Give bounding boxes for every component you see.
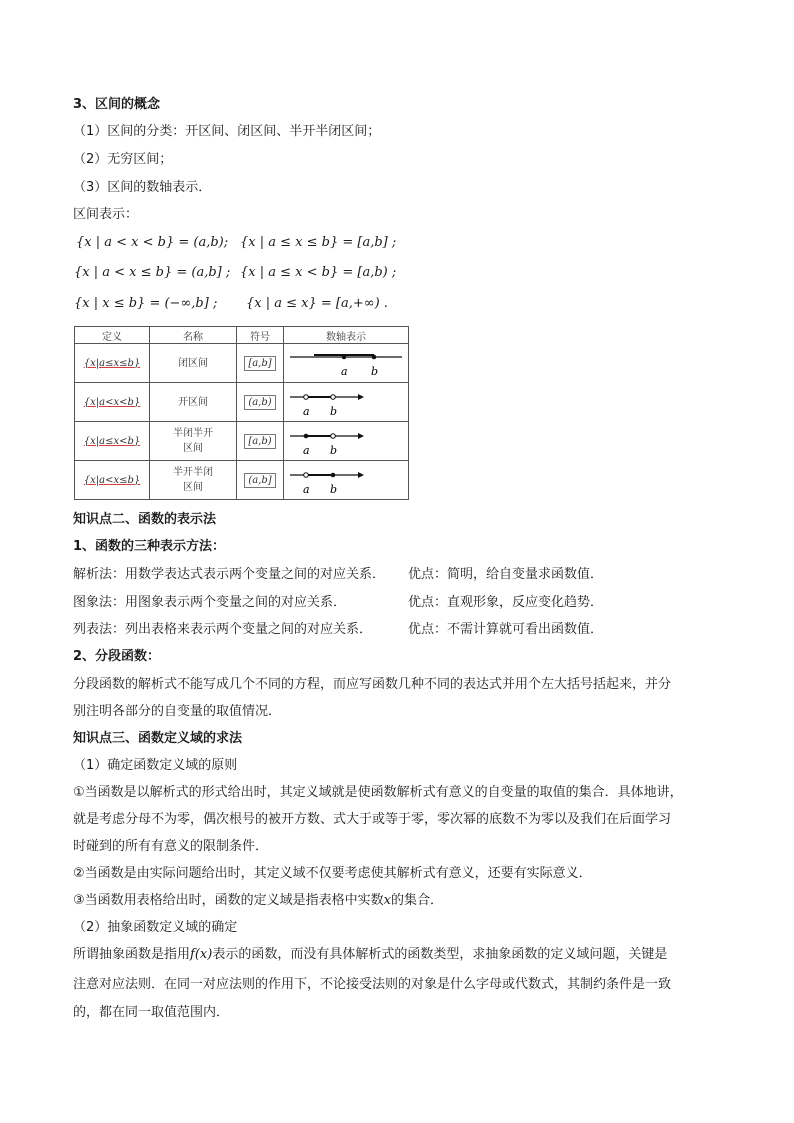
table-row xyxy=(75,383,409,422)
svg-text:a: a xyxy=(341,365,348,378)
method-table: 列表法：列出表格来表示两个变量之间的对应关系． xyxy=(73,622,373,637)
rule3-text-b: 的集合． xyxy=(391,893,444,908)
number-line-closed xyxy=(286,346,406,380)
svg-text:b: b xyxy=(371,365,379,378)
rule1-line-1: ①当函数是以解析式的形式给出时，其定义域就是使函数解析式有意义的自变量的取值的集合．具体地讲， xyxy=(73,785,683,800)
interval-representation-label: 区间表示： xyxy=(73,207,139,222)
endpoint-b xyxy=(331,473,336,478)
svg-text:a: a xyxy=(303,483,310,496)
endpoint-b xyxy=(331,395,336,400)
variable-x: x xyxy=(383,893,391,908)
piecewise-line-1: 分段函数的解析式不能写成几个不同的方程，而应写函数几种不同的表达式并用个左大括号括起来，并分 xyxy=(73,677,672,692)
header-symbol: 符号 xyxy=(237,327,284,344)
method-graph-pro: 优点：直观形象，反应变化趋势． xyxy=(408,595,604,610)
formula-left-open: {x | a < x ≤ b} = (a,b] ; xyxy=(74,265,231,280)
rule3-text-a: ③当函数用表格给出时，函数的定义域是指表格中实数 xyxy=(73,893,384,908)
svg-text:b: b xyxy=(330,405,338,418)
row-definition: {x|a<x<b} xyxy=(75,383,150,422)
svg-text:a: a xyxy=(303,444,310,457)
row-number-line xyxy=(284,383,409,422)
endpoint-a xyxy=(304,395,309,400)
row-symbol: (a,b) xyxy=(237,383,284,422)
row-name: 半开半闭区间 xyxy=(150,461,237,500)
header-definition: 定义 xyxy=(75,327,150,344)
endpoint-a xyxy=(342,355,347,360)
formula-pos-infinity: {x | a ≤ x} = [a,+∞) . xyxy=(246,296,388,311)
method-analytic-pro: 优点：简明，给自变量求函数值． xyxy=(408,567,604,582)
abstract-line-2: 注意对应法则．在同一对应法则的作用下，不论接受法则的对象是什么字母或代数式，其制约条件是一致 xyxy=(73,977,672,992)
section3-item-1: （1）区间的分类：开区间、闭区间、半开半闭区间； xyxy=(73,124,381,139)
method-analytic: 解析法：用数学表达式表示两个变量之间的对应关系． xyxy=(73,567,386,582)
kp3-heading: 知识点三、函数定义域的求法 xyxy=(73,731,243,746)
number-line-half-closed xyxy=(286,424,406,458)
row-definition: {x|a≤x<b} xyxy=(75,422,150,461)
row-definition: {x|a≤x≤b} xyxy=(75,344,150,383)
endpoint-a xyxy=(304,473,309,478)
kp2-heading: 知识点二、函数的表示法 xyxy=(73,512,217,527)
svg-text:b: b xyxy=(330,444,338,457)
rule3 xyxy=(73,892,443,910)
endpoint-b xyxy=(331,434,336,439)
row-name: 开区间 xyxy=(150,383,237,422)
row-symbol: [a,b] xyxy=(237,344,284,383)
kp3-sub2: （2）抽象函数定义域的确定 xyxy=(73,920,238,935)
abstract-text-b: 表示的函数，而没有具体解析式的函数类型，求抽象函数的定义域问题，关键是 xyxy=(212,947,668,962)
table-row xyxy=(75,344,409,383)
svg-text:a: a xyxy=(303,405,310,418)
svg-text:b: b xyxy=(330,483,338,496)
header-name: 名称 xyxy=(150,327,237,344)
function-fx: f(x) xyxy=(190,947,213,962)
formula-closed: {x | a ≤ x ≤ b} = [a,b] ; xyxy=(240,235,397,250)
abstract-text-a: 所谓抽象函数是指用 xyxy=(73,947,191,962)
row-number-line xyxy=(284,461,409,500)
kp3-sub1: （1）确定函数定义域的原则 xyxy=(73,758,238,773)
row-number-line xyxy=(284,344,409,383)
section3-heading: 3、区间的概念 xyxy=(73,97,161,112)
method-graph: 图象法：用图象表示两个变量之间的对应关系． xyxy=(73,595,347,610)
kp2-sub1: 1、函数的三种表示方法： xyxy=(73,539,226,554)
header-number-line: 数轴表示 xyxy=(284,327,409,344)
piecewise-line-2: 别注明各部分的自变量的取值情况． xyxy=(73,704,282,719)
table-row xyxy=(75,461,409,500)
row-symbol: (a,b] xyxy=(237,461,284,500)
number-line-open xyxy=(286,385,406,419)
formula-right-open: {x | a ≤ x < b} = [a,b) ; xyxy=(240,265,397,280)
section3-item-2: （2）无穷区间； xyxy=(73,152,173,167)
interval-table xyxy=(74,326,409,500)
endpoint-a xyxy=(304,434,309,439)
table-row xyxy=(75,422,409,461)
row-symbol: [a,b) xyxy=(237,422,284,461)
formula-neg-infinity: {x | x ≤ b} = (−∞,b] ; xyxy=(74,296,218,311)
endpoint-b xyxy=(372,355,377,360)
abstract-line-3: 的，都在同一取值范围内． xyxy=(73,1005,230,1020)
row-name: 闭区间 xyxy=(150,344,237,383)
table-header-row xyxy=(75,327,409,344)
rule1-line-2: 就是考虑分母不为零，偶次根号的被开方数、式大于或等于零，零次幂的底数不为零以及我们在后面学习 xyxy=(73,812,672,827)
row-definition: {x|a<x≤b} xyxy=(75,461,150,500)
row-name: 半闭半开区间 xyxy=(150,422,237,461)
rule2: ②当函数是由实际问题给出时，其定义域不仅要考虑使其解析式有意义，还要有实际意义． xyxy=(73,866,592,881)
kp2-sub2: 2、分段函数： xyxy=(73,649,161,664)
row-number-line xyxy=(284,422,409,461)
section3-item-3: （3）区间的数轴表示． xyxy=(73,180,212,195)
formula-open: {x | a < x < b} = (a,b); xyxy=(76,235,229,250)
rule1-line-3: 时碰到的所有有意义的限制条件． xyxy=(73,839,269,854)
method-table-pro: 优点：不需计算就可看出函数值． xyxy=(408,622,604,637)
abstract-line-1 xyxy=(73,946,667,964)
number-line-half-open xyxy=(286,463,406,497)
